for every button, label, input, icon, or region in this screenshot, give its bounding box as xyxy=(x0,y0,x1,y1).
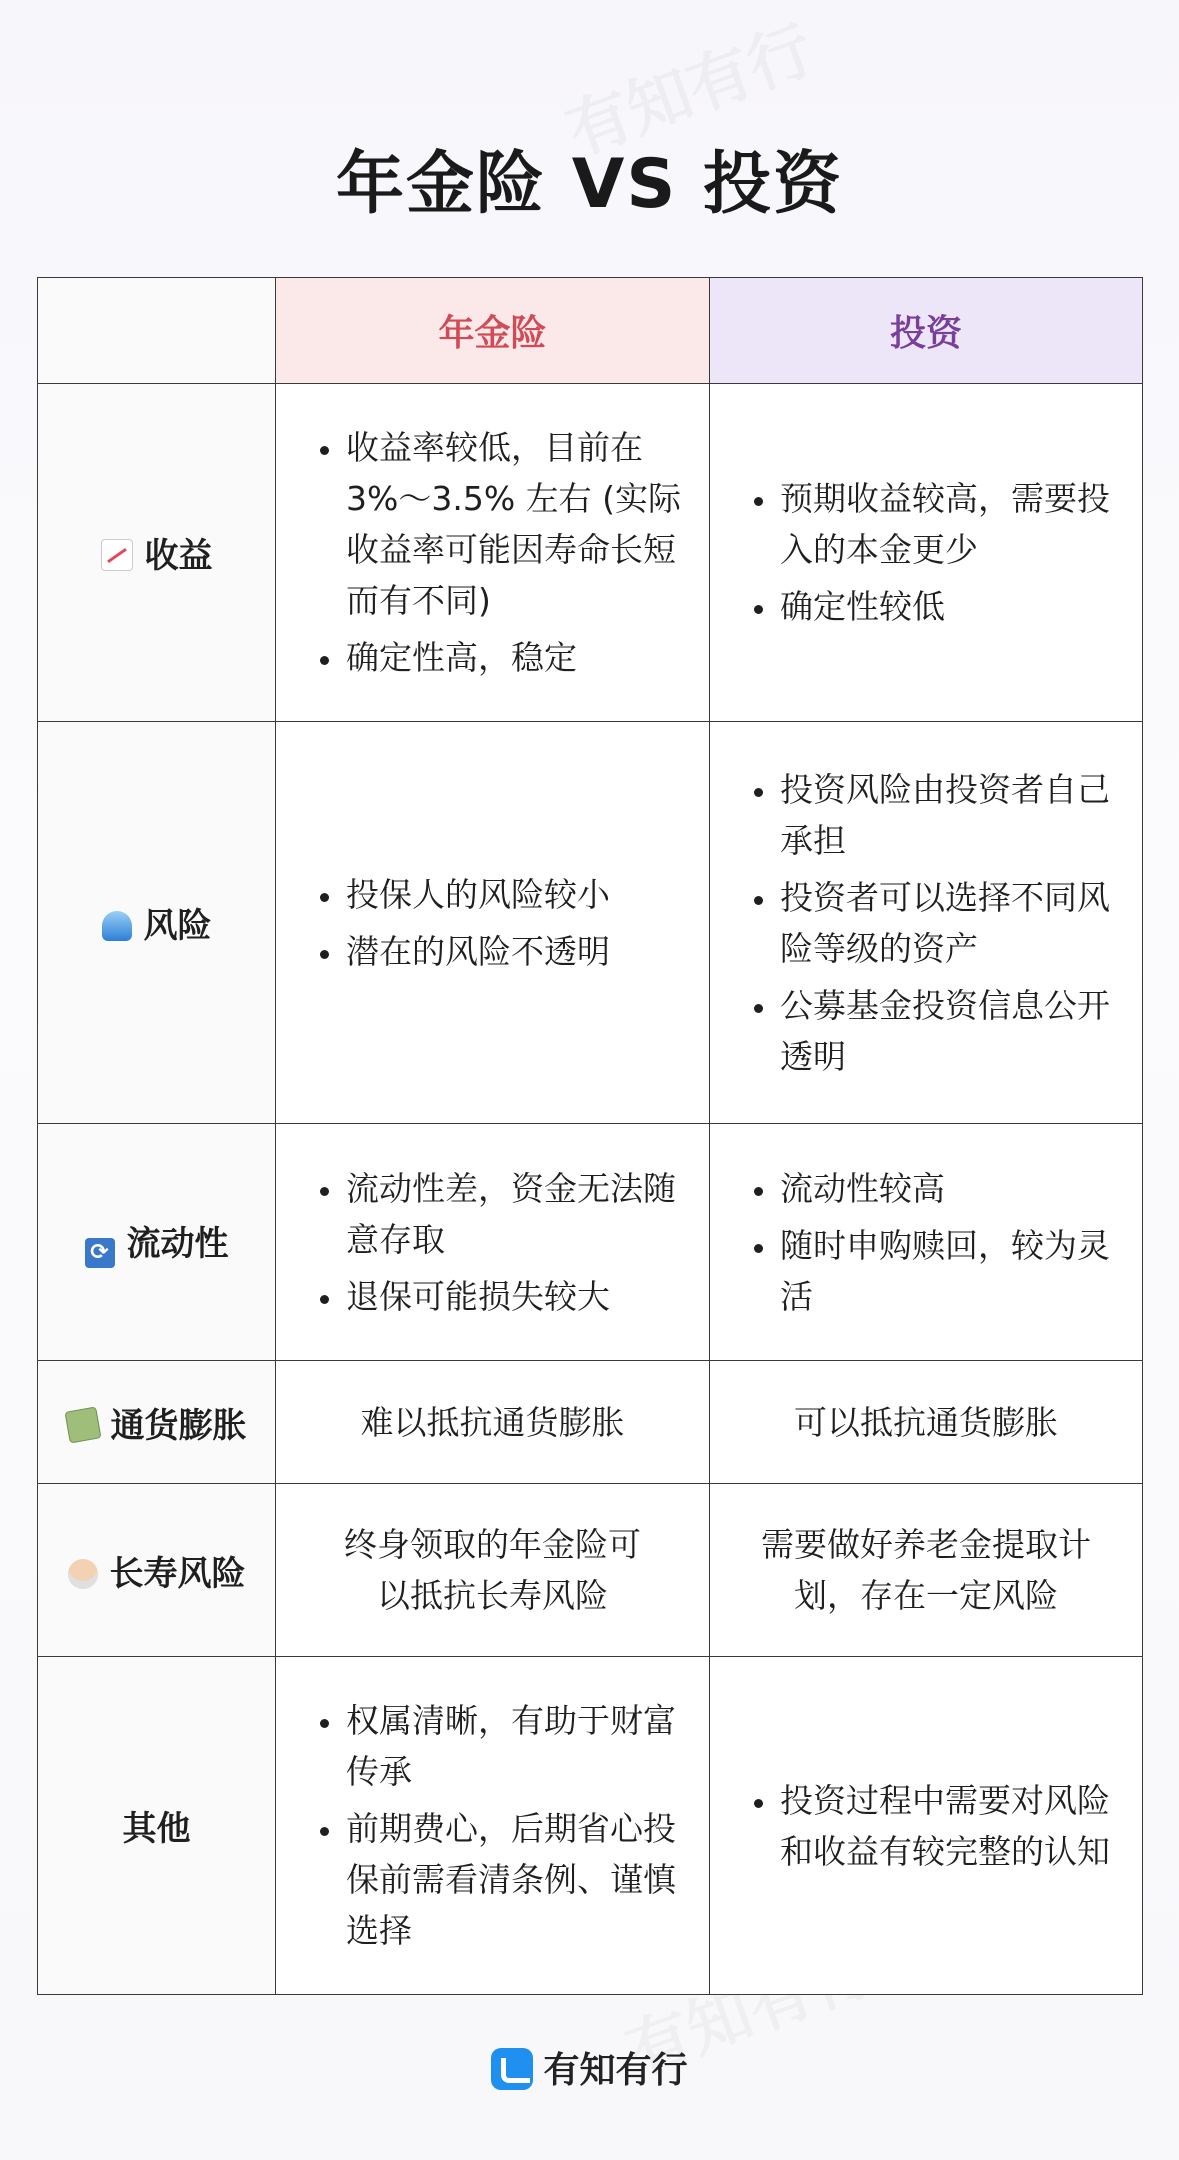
list-item: • 流动性差，资金无法随意存取 xyxy=(344,1163,689,1265)
list-item: • 投资者可以选择不同风险等级的资产 xyxy=(778,872,1122,974)
footer-brand: 有知有行 xyxy=(0,2042,1179,2093)
table-row-inflation xyxy=(38,1361,1143,1484)
row-label-risk: 风险 xyxy=(38,722,276,1124)
table-row-liquidity xyxy=(38,1124,1143,1361)
table-row-risk xyxy=(38,722,1143,1124)
chart-increasing-icon xyxy=(101,539,133,571)
list-item: • 预期收益较高，需要投入的本金更少 xyxy=(778,473,1122,575)
page-title: 年金险 VS 投资 xyxy=(336,145,843,224)
investment-risk-cell xyxy=(710,722,1143,1124)
annuity-risk-cell xyxy=(276,722,710,1124)
table-row-longevity xyxy=(38,1484,1143,1657)
brand-logo-icon xyxy=(491,2048,533,2090)
header-annuity: 年金险 xyxy=(276,278,710,384)
annuity-longevity-cell: 终身领取的年金险可以抵抗长寿风险 xyxy=(276,1484,710,1657)
list-item: • 投资过程中需要对风险和收益有较完整的认知 xyxy=(778,1775,1122,1877)
list-item: • 收益率较低，目前在3%～3.5% 左右 (实际收益率可能因寿命长短而有不同) xyxy=(344,422,689,626)
row-label-liquidity: ⟳ 流动性 xyxy=(38,1124,276,1361)
header-investment: 投资 xyxy=(710,278,1143,384)
list-item: • 流动性较高 xyxy=(778,1163,1122,1214)
table-header-row xyxy=(38,278,1143,384)
header-empty-cell xyxy=(38,278,276,384)
annuity-return-cell xyxy=(276,384,710,722)
list-item: • 退保可能损失较大 xyxy=(344,1271,689,1322)
table-row-return xyxy=(38,384,1143,722)
list-item: • 权属清晰，有助于财富传承 xyxy=(344,1695,689,1797)
table-row-other xyxy=(38,1657,1143,1995)
list-item: • 投资风险由投资者自己承担 xyxy=(778,764,1122,866)
row-label-longevity: 长寿风险 xyxy=(38,1484,276,1657)
list-item: • 确定性较低 xyxy=(778,581,1122,632)
old-person-icon xyxy=(68,1559,98,1589)
water-wave-icon xyxy=(102,911,132,941)
comparison-table xyxy=(37,277,1143,1995)
investment-liquidity-cell xyxy=(710,1124,1143,1361)
annuity-liquidity-cell xyxy=(276,1124,710,1361)
row-label-return: 收益 xyxy=(38,384,276,722)
list-item: • 确定性高，稳定 xyxy=(344,632,689,683)
money-wings-icon xyxy=(64,1406,101,1443)
list-item: • 投保人的风险较小 xyxy=(344,869,689,920)
repeat-arrows-icon: ⟳ xyxy=(85,1238,115,1268)
annuity-inflation-cell: 难以抵抗通货膨胀 xyxy=(276,1361,710,1484)
list-item: • 公募基金投资信息公开透明 xyxy=(778,980,1122,1082)
annuity-other-cell xyxy=(276,1657,710,1995)
row-label-other: 其他 xyxy=(38,1657,276,1995)
row-label-inflation: 通货膨胀 xyxy=(38,1361,276,1484)
investment-longevity-cell: 需要做好养老金提取计划，存在一定风险 xyxy=(710,1484,1143,1657)
investment-return-cell xyxy=(710,384,1143,722)
list-item: • 潜在的风险不透明 xyxy=(344,926,689,977)
list-item: • 随时申购赎回，较为灵活 xyxy=(778,1220,1122,1322)
investment-inflation-cell: 可以抵抗通货膨胀 xyxy=(710,1361,1143,1484)
list-item: • 前期费心，后期省心投保前需看清条例、谨慎选择 xyxy=(344,1803,689,1956)
investment-other-cell xyxy=(710,1657,1143,1995)
